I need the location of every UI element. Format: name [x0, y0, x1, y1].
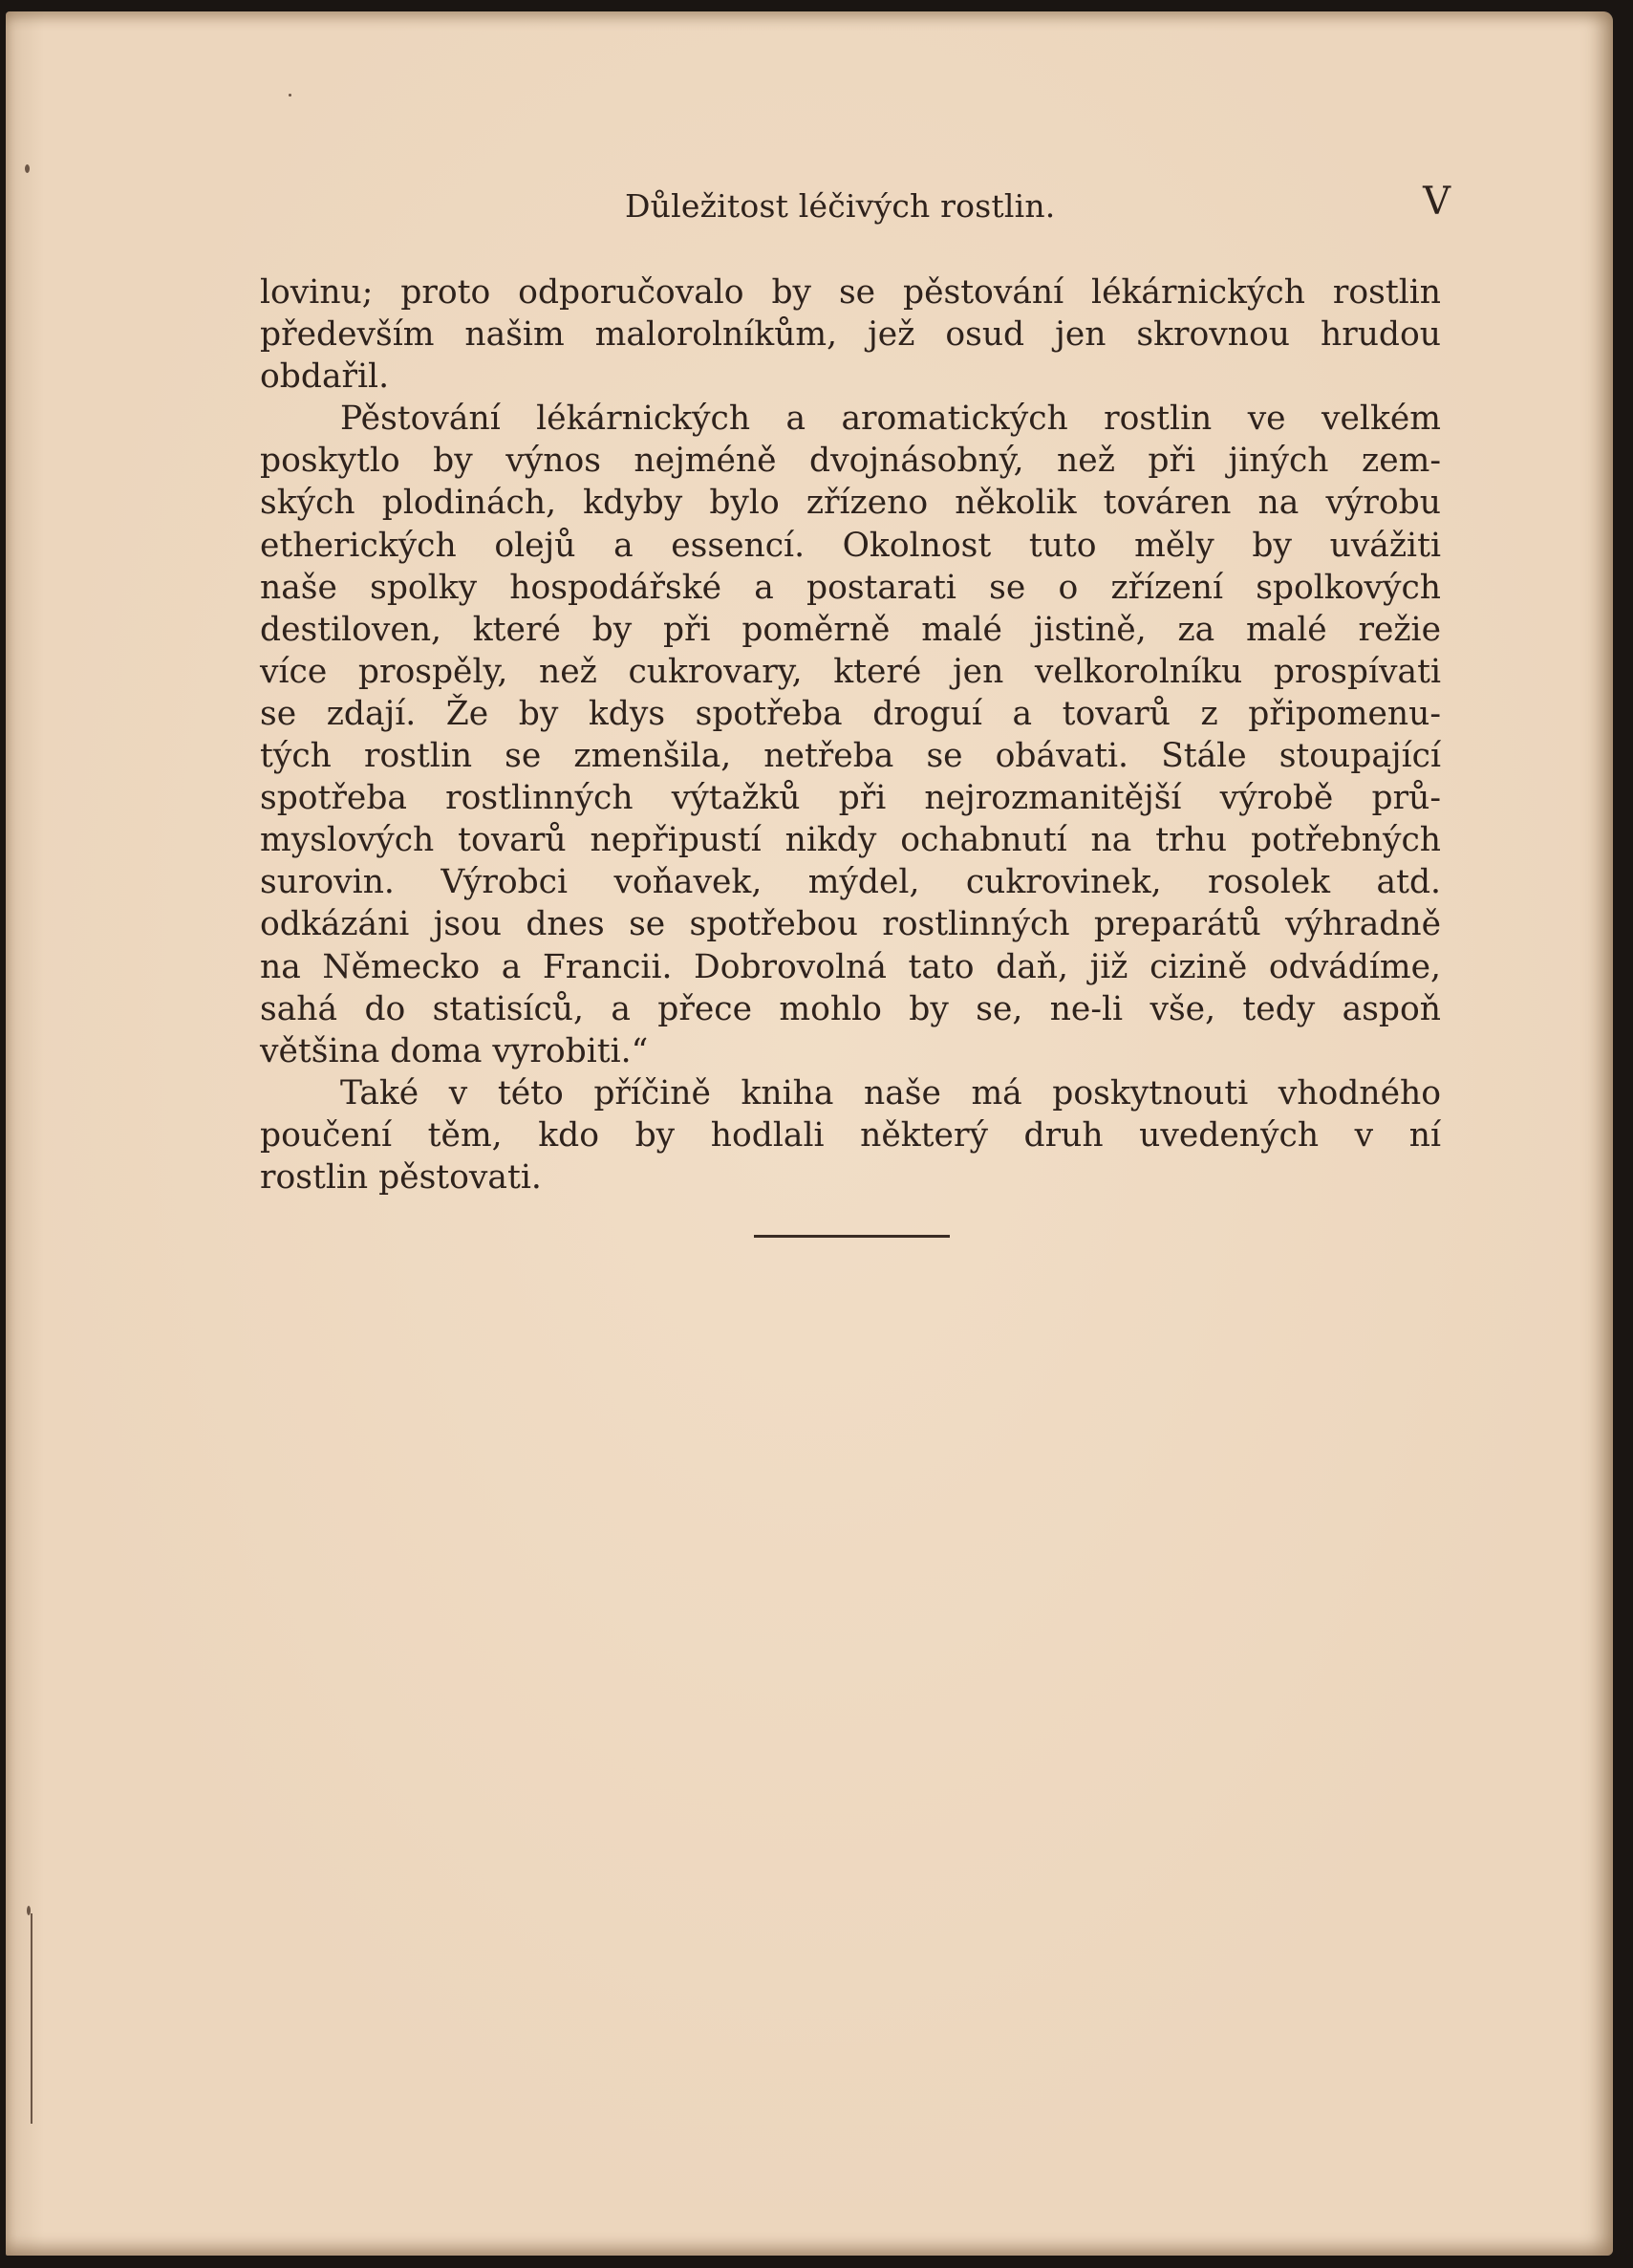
text-line: etherických olejů a essencí. Okolnost tuto měly by uvážiti: [260, 526, 1441, 565]
running-title: Důležitost léčivých rostlin.: [625, 187, 1056, 225]
text-line: odkázáni jsou dnes se spotřebou rostlinných preparátů výhradně: [260, 905, 1441, 944]
ink-speck: [25, 164, 30, 173]
book-page: [6, 11, 1613, 2256]
binding-edge-mark: [31, 1913, 32, 2124]
text-line: na Německo a Francii. Dobrovolná tato daň, již cizině odvádíme,: [260, 947, 1441, 986]
paragraph: [260, 1072, 1441, 1199]
text-line: především našim malorolníkům, jež osud jen skrovnou hrudou: [260, 315, 1441, 355]
text-line: poučení těm, kdo by hodlali některý druh uvedených v ní: [260, 1115, 1441, 1155]
text-line: tých rostlin se zmenšila, netřeba se obávati. Stále stoupající: [260, 737, 1441, 776]
text-line: lovinu; proto odporučovalo by se pěstování lékárnických rostlin: [260, 273, 1441, 312]
text-line: spotřeba rostlinných výtažků při nejrozmanitější výrobě prů-: [260, 779, 1441, 818]
closing-rule: [754, 1235, 950, 1238]
text-line: sahá do statisíců, a přece mohlo by se, ne-li vše, tedy aspoň: [260, 989, 1441, 1028]
text-line: více prospěly, než cukrovary, které jen velkorolníku prospívati: [260, 652, 1441, 691]
text-line: rostlin pěstovati.: [260, 1157, 542, 1197]
text-line: Pěstování lékárnických a aromatických rostlin ve velkém: [340, 400, 1441, 439]
text-line: naše spolky hospodářské a postarati se o zřízení spolkových: [260, 568, 1441, 607]
text-line: se zdají. Že by kdys spotřeba droguí a tovarů z připomenu-: [260, 694, 1441, 733]
text-line: myslových tovarů nepřipustí nikdy ochabnutí na trhu potřebných: [260, 821, 1441, 860]
body-text: [260, 271, 1441, 1199]
text-line: surovin. Výrobci voňavek, mýdel, cukrovinek, rosolek atd.: [260, 863, 1441, 902]
paragraph: [260, 398, 1441, 1072]
paragraph: [260, 271, 1441, 398]
ink-speck: [27, 1906, 31, 1915]
running-head: [256, 180, 1450, 237]
ink-speck: [289, 94, 291, 97]
text-line: ských plodinách, kdyby bylo zřízeno několik továren na výrobu: [260, 484, 1441, 523]
text-line: většina doma vyrobiti.“: [260, 1031, 649, 1070]
text-line: destiloven, které by při poměrně malé jistině, za malé režie: [260, 610, 1441, 649]
text-line: Také v této příčině kniha naše má poskytnouti vhodného: [340, 1073, 1441, 1112]
text-line: poskytlo by výnos nejméně dvojnásobný, než při jiných zem-: [260, 442, 1441, 481]
page-number: V: [1423, 180, 1450, 224]
text-line: obdařil.: [260, 357, 390, 397]
